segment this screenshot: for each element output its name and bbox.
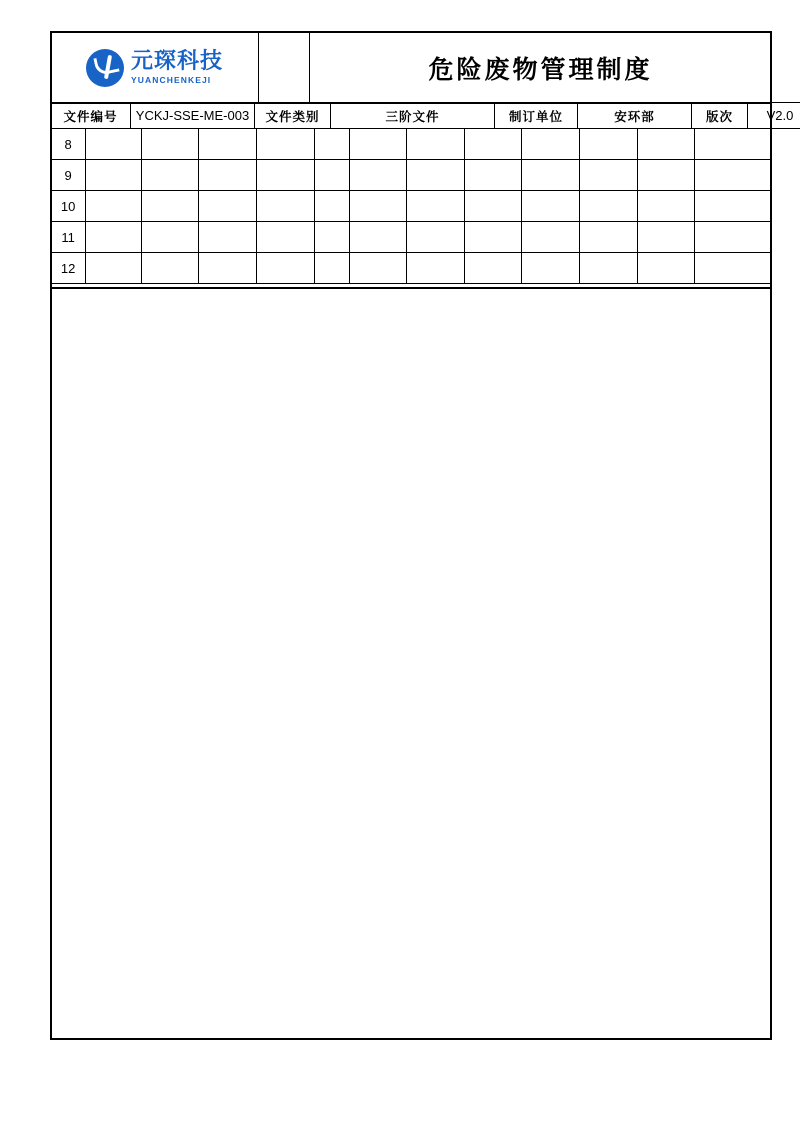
grid-cell	[256, 129, 314, 160]
doc-no-value: YCKJ-SSE-ME-003	[131, 103, 255, 129]
grid-cell	[695, 129, 772, 160]
table-row	[51, 129, 772, 160]
company-logo-cell	[51, 32, 259, 104]
document-header	[50, 31, 772, 104]
grid-cell	[256, 160, 314, 191]
grid-cell	[464, 222, 522, 253]
grid-cell	[256, 191, 314, 222]
grid-cell	[580, 253, 638, 284]
grid-cell	[199, 191, 257, 222]
grid-cell	[407, 160, 465, 191]
grid-cell	[407, 222, 465, 253]
revision-grid-table	[50, 128, 772, 284]
version-value: V2.0	[748, 103, 800, 129]
grid-body	[51, 129, 772, 284]
table-row	[51, 160, 772, 191]
owner-value: 安环部	[578, 103, 692, 129]
grid-cell	[349, 253, 407, 284]
grid-cell	[314, 129, 349, 160]
document-meta-row	[50, 102, 800, 129]
grid-cell	[637, 222, 695, 253]
grid-cell	[86, 160, 142, 191]
doc-no-label: 文件编号	[51, 103, 131, 129]
grid-cell	[695, 191, 772, 222]
grid-cell	[695, 160, 772, 191]
grid-cell	[349, 160, 407, 191]
row-number: 8	[51, 129, 86, 160]
row-number: 12	[51, 253, 86, 284]
grid-cell	[695, 253, 772, 284]
grid-cell	[141, 191, 199, 222]
grid-cell	[464, 253, 522, 284]
page-title: 危险废物管理制度	[428, 54, 653, 84]
company-name-cn: 元琛科技	[130, 48, 223, 74]
row-number: 9	[51, 160, 86, 191]
grid-cell	[464, 129, 522, 160]
grid-cell	[199, 222, 257, 253]
grid-cell	[407, 191, 465, 222]
grid-bottom-rule	[50, 287, 772, 289]
grid-cell	[637, 191, 695, 222]
grid-cell	[314, 222, 349, 253]
company-name-en: YUANCHENKEJI	[130, 74, 212, 85]
grid-cell	[522, 222, 580, 253]
grid-cell	[199, 160, 257, 191]
row-number: 11	[51, 222, 86, 253]
grid-cell	[141, 160, 199, 191]
row-number: 10	[51, 191, 86, 222]
grid-cell	[637, 253, 695, 284]
table-row	[51, 253, 772, 284]
grid-cell	[407, 253, 465, 284]
grid-cell	[637, 129, 695, 160]
grid-cell	[464, 160, 522, 191]
grid-cell	[522, 253, 580, 284]
grid-cell	[141, 222, 199, 253]
grid-cell	[464, 191, 522, 222]
header-spacer-cell	[259, 32, 310, 104]
grid-cell	[314, 191, 349, 222]
grid-cell	[407, 129, 465, 160]
version-label: 版次	[692, 103, 748, 129]
grid-cell	[522, 191, 580, 222]
grid-cell	[580, 222, 638, 253]
grid-cell	[522, 129, 580, 160]
document-title-cell	[310, 32, 772, 104]
grid-cell	[199, 253, 257, 284]
grid-cell	[86, 191, 142, 222]
category-value: 三阶文件	[331, 103, 495, 129]
grid-cell	[349, 191, 407, 222]
grid-cell	[695, 222, 772, 253]
table-row	[51, 191, 772, 222]
category-label: 文件类别	[255, 103, 331, 129]
grid-cell	[86, 253, 142, 284]
grid-cell	[349, 129, 407, 160]
owner-label: 制订单位	[495, 103, 578, 129]
grid-cell	[199, 129, 257, 160]
yuanchen-logo-icon	[86, 49, 124, 87]
grid-cell	[637, 160, 695, 191]
grid-cell	[86, 129, 142, 160]
grid-cell	[349, 222, 407, 253]
grid-cell	[580, 129, 638, 160]
grid-cell	[141, 129, 199, 160]
grid-cell	[86, 222, 142, 253]
grid-cell	[256, 222, 314, 253]
grid-cell	[314, 253, 349, 284]
grid-cell	[522, 160, 580, 191]
table-row	[51, 222, 772, 253]
grid-cell	[256, 253, 314, 284]
grid-cell	[141, 253, 199, 284]
grid-cell	[580, 160, 638, 191]
grid-cell	[580, 191, 638, 222]
grid-cell	[314, 160, 349, 191]
